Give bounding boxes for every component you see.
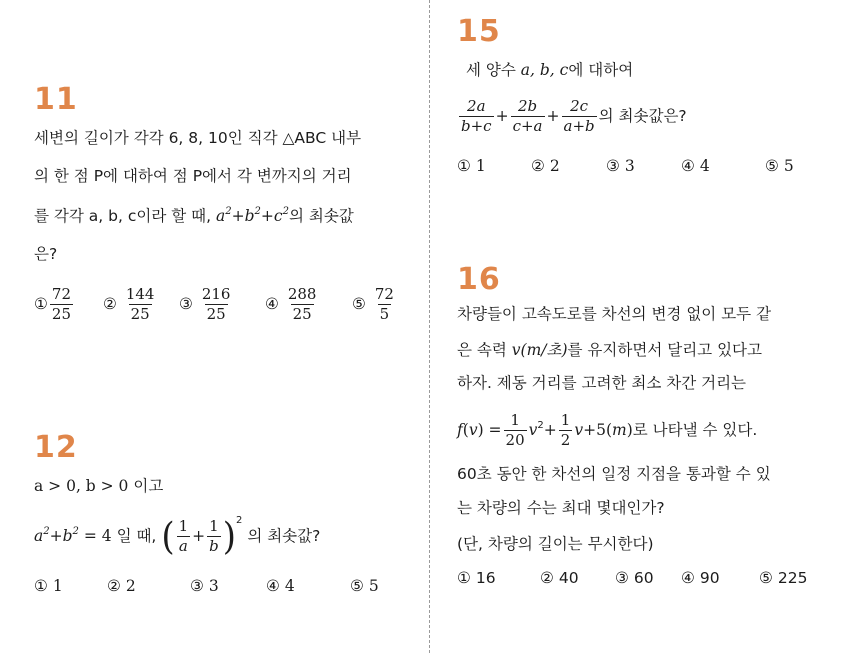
question-number-11: 11 bbox=[34, 82, 78, 117]
q12-condition: $a^2+b^2 = 4$ bbox=[34, 526, 117, 545]
q16-text-line6: 는 차량의 수는 최대 몇대인가? bbox=[457, 499, 665, 517]
q15-choice-4[interactable]: ④ 4 bbox=[681, 157, 710, 175]
q15-frac-1: $\frac{2a}{b+c}$ bbox=[461, 97, 492, 135]
q11-expression: $a^2+b^2+c^2$ bbox=[215, 206, 289, 225]
q12-choice-2[interactable]: ② 2 bbox=[107, 577, 136, 595]
q15-choice-2[interactable]: ② 2 bbox=[531, 157, 560, 175]
q12-text-line1: a > 0, b > 0 이고 bbox=[34, 477, 164, 495]
q11-line3-suffix: 의 최솟값 bbox=[288, 207, 354, 225]
q16-text-line4: f(v) = $\frac{1}{20}$ $v^2+$ $\frac{1}{2}$ v+5(m)로 나타낼 수 있다. bbox=[457, 411, 758, 449]
q16-text-line5: 60초 동안 한 차선의 일정 지점을 통과할 수 있 bbox=[457, 465, 771, 483]
q16-text-line2: 은 속력 v(m/초)를 유지하면서 달리고 있다고 bbox=[457, 341, 762, 359]
q11-choice-5[interactable]: ⑤ $\frac{72}{5}$ bbox=[352, 285, 394, 323]
q11-choice-3[interactable]: ③ $\frac{216}{25}$ bbox=[179, 285, 231, 323]
q16-formula: f bbox=[457, 421, 463, 439]
q15-frac-3: $\frac{2c}{a+b}$ bbox=[563, 97, 595, 135]
q16-choice-4[interactable]: ④ 90 bbox=[681, 569, 720, 587]
q16-text-line7: (단, 차량의 길이는 무시한다) bbox=[457, 535, 654, 553]
q11-choice-1[interactable]: ① $\frac{72}{25}$ bbox=[34, 285, 71, 323]
q15-frac-2: $\frac{2b}{c+a}$ bbox=[512, 97, 543, 135]
q11-text-line1: 세변의 길이가 각각 6, 8, 10인 직각 △ABC 내부 bbox=[34, 129, 362, 147]
q15-choice-1[interactable]: ① 1 bbox=[457, 157, 486, 175]
q16-choice-3[interactable]: ③ 60 bbox=[615, 569, 654, 587]
q11-choice-4[interactable]: ④ $\frac{288}{25}$ bbox=[265, 285, 317, 323]
q11-choice-2[interactable]: ② $\frac{144}{25}$ bbox=[103, 285, 155, 323]
q12-choice-3[interactable]: ③ 3 bbox=[190, 577, 219, 595]
q16-choice-5[interactable]: ⑤ 225 bbox=[759, 569, 808, 587]
q12-when: 일 때, bbox=[116, 527, 157, 545]
q15-choice-5[interactable]: ⑤ 5 bbox=[765, 157, 794, 175]
q11-text-line4: 은? bbox=[34, 245, 58, 263]
question-number-12: 12 bbox=[34, 430, 78, 465]
question-number-16: 16 bbox=[457, 262, 501, 297]
question-number-15: 15 bbox=[457, 14, 501, 49]
column-divider bbox=[429, 0, 430, 653]
q12-right-paren: ) bbox=[222, 514, 236, 559]
q11-line3-prefix: 를 각각 a, b, c이라 할 때, bbox=[34, 207, 216, 225]
q15-text-line1: 세 양수 a, b, c에 대하여 bbox=[466, 61, 634, 79]
q16-choice-1[interactable]: ① 16 bbox=[457, 569, 496, 587]
q16-text-line1: 차량들이 고속도로를 차선의 변경 없이 모두 같 bbox=[457, 305, 772, 323]
q12-left-paren: ( bbox=[161, 514, 175, 559]
q12-choice-1[interactable]: ① 1 bbox=[34, 577, 63, 595]
q11-text-line3 bbox=[34, 206, 354, 226]
q12-text-line2: $a^2+b^2 = 4$ 일 때, ( $\frac{1}{a}$ + $\frac{1}{b}$ )$^2$ 의 최솟값? bbox=[34, 514, 321, 559]
q11-text-line2: 의 한 점 P에 대하여 점 P에서 각 변까지의 거리 bbox=[34, 167, 352, 185]
q15-text-line2: $\frac{2a}{b+c}$ + $\frac{2b}{c+a}$ + $\frac{2c}{a+b}$ 의 최솟값은? bbox=[461, 97, 687, 135]
q16-choice-2[interactable]: ② 40 bbox=[540, 569, 579, 587]
q15-choice-3[interactable]: ③ 3 bbox=[606, 157, 635, 175]
q12-choice-4[interactable]: ④ 4 bbox=[266, 577, 295, 595]
q16-text-line3: 하자. 제동 거리를 고려한 최소 차간 거리는 bbox=[457, 374, 747, 392]
q12-choice-5[interactable]: ⑤ 5 bbox=[350, 577, 379, 595]
q12-tail: 의 최솟값? bbox=[247, 527, 321, 545]
